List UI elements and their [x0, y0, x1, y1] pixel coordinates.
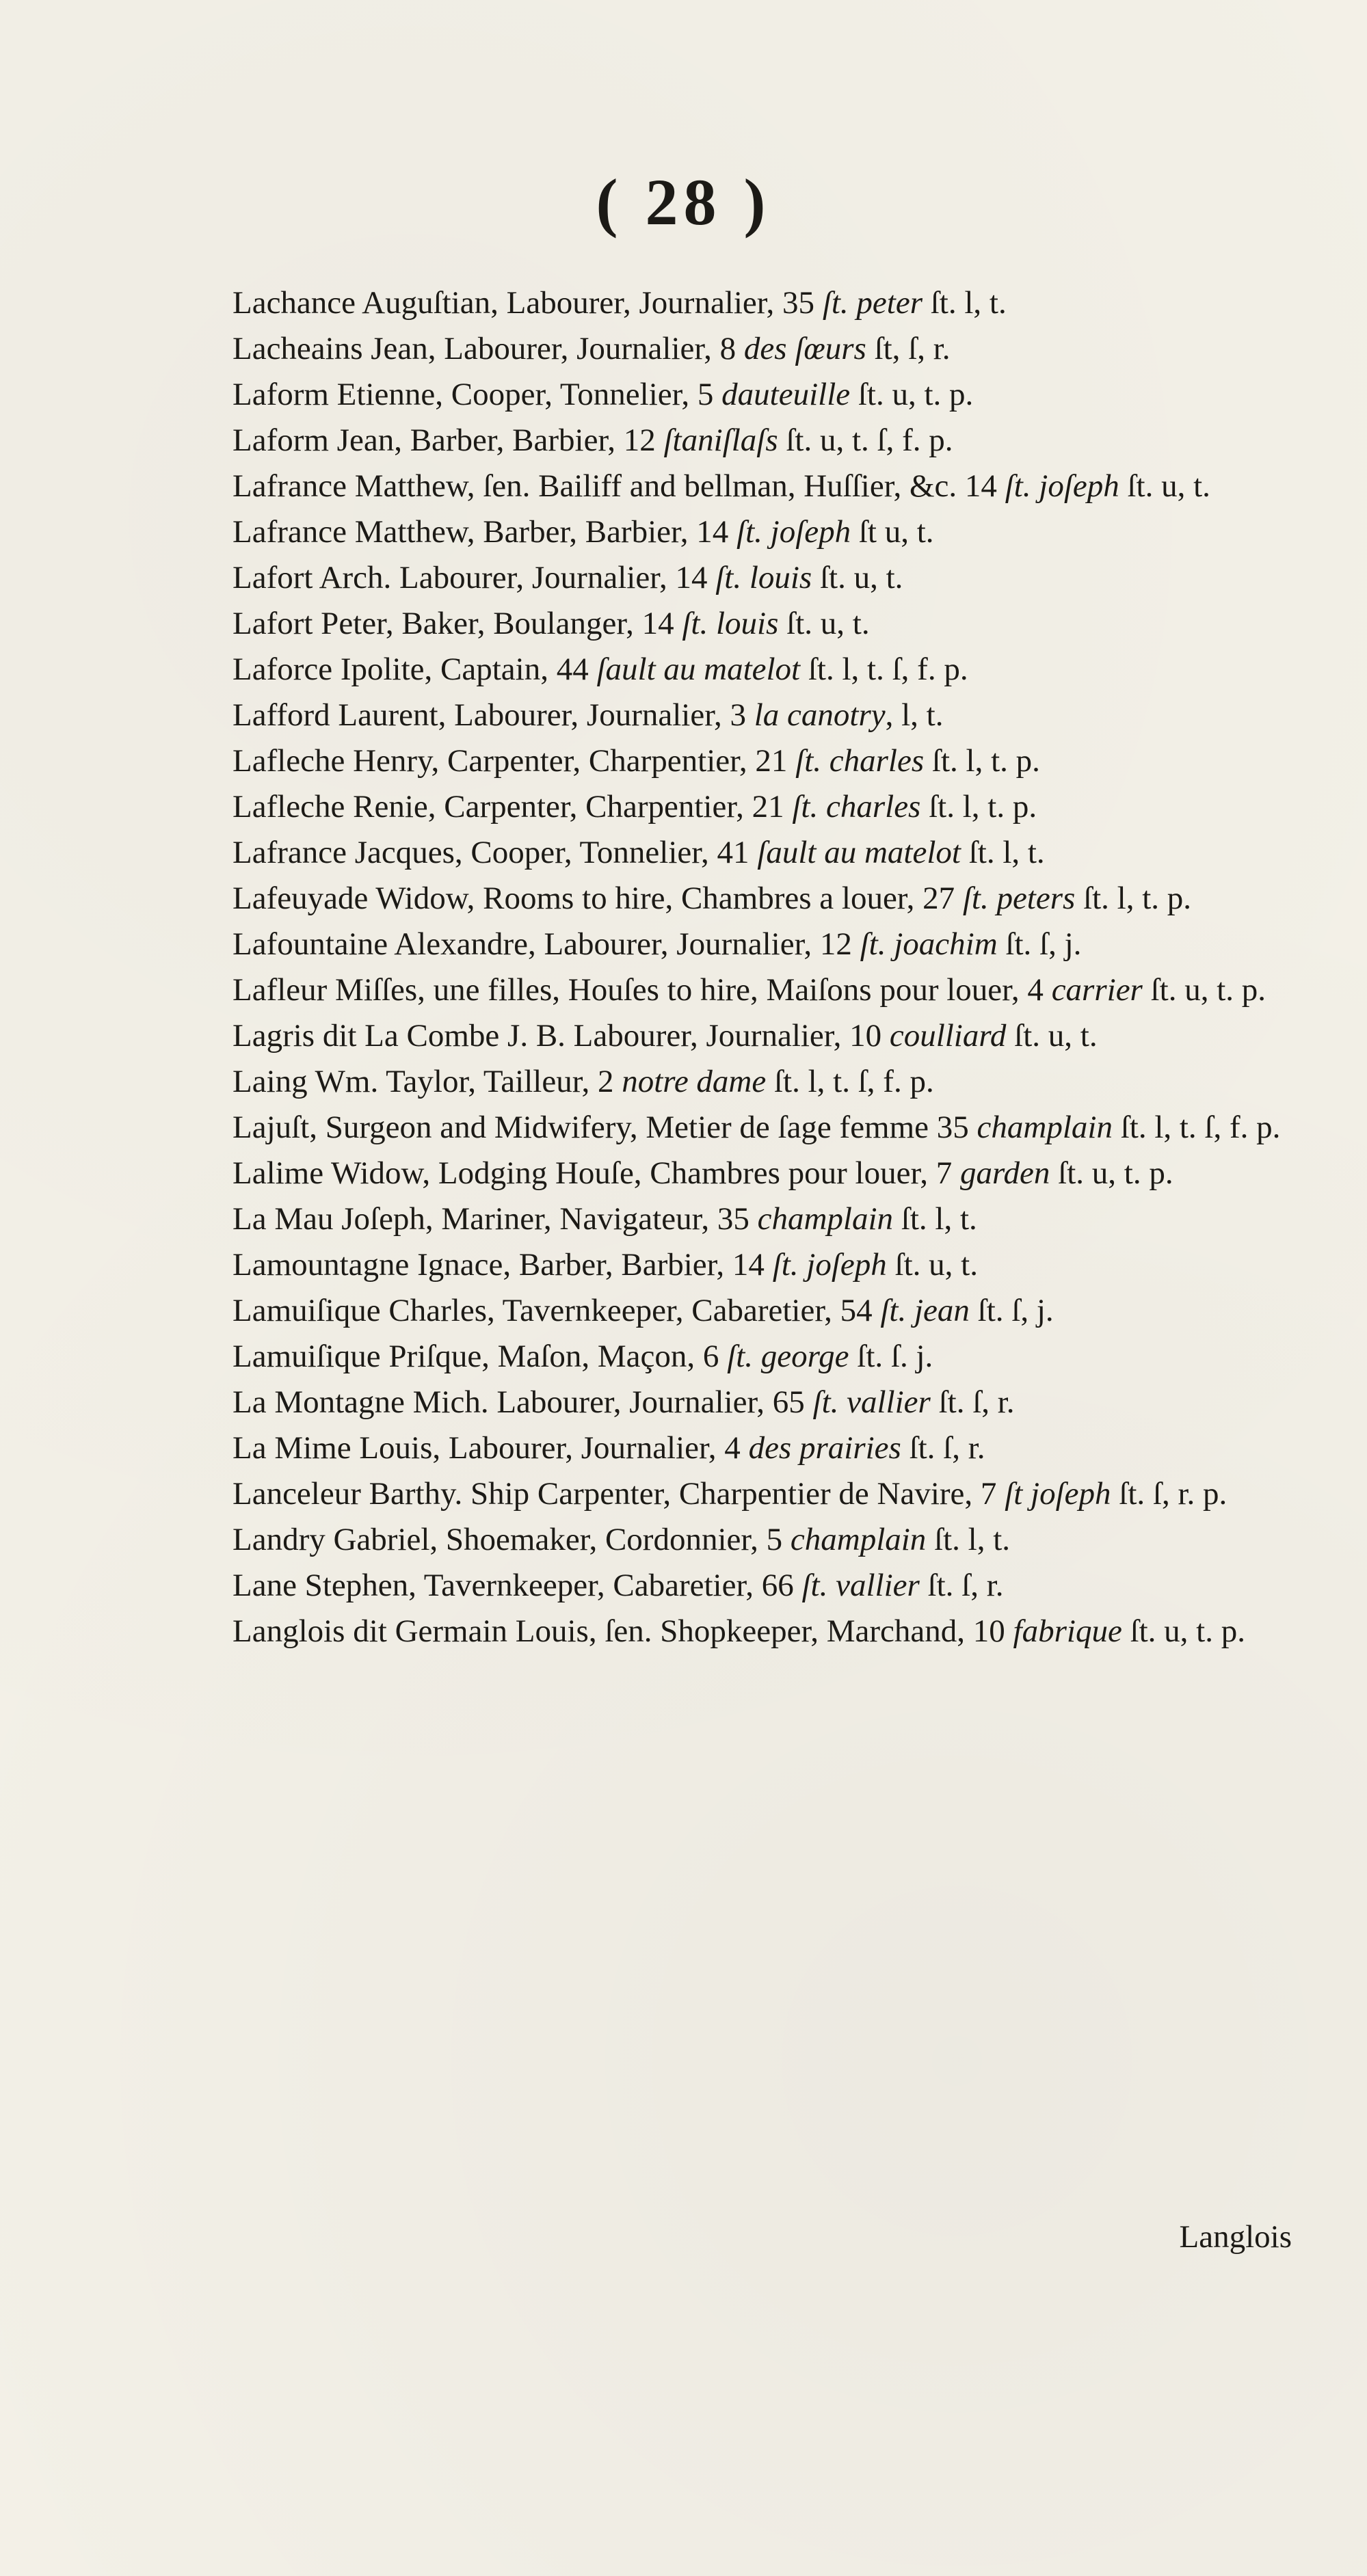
- entry-text: Laform Etienne, Cooper, Tonnelier, 5: [233, 377, 722, 412]
- directory-entry: [233, 1380, 1299, 1425]
- directory-entry: [233, 1609, 1299, 1654]
- street-name: ſault au matelot: [596, 652, 801, 687]
- street-name: des ſœurs: [743, 331, 866, 366]
- entry-text: Lagris dit La Combe J. B. Labourer, Journalier, 10: [233, 1018, 890, 1054]
- directory-entry: [233, 1334, 1299, 1380]
- entry-text: La Mime Louis, Labourer, Journalier, 4: [233, 1430, 749, 1466]
- entry-location: ſt u, t.: [851, 514, 934, 550]
- entry-location: ſt. l, t. p.: [924, 743, 1040, 779]
- street-name: ſt. louis: [682, 606, 779, 641]
- entry-text: Landry Gabriel, Shoemaker, Cordonnier, 5: [233, 1522, 791, 1557]
- directory-entry: [233, 738, 1299, 784]
- street-name: champlain: [757, 1201, 894, 1237]
- directory-entry: [233, 1059, 1299, 1105]
- street-name: ſt. charles: [795, 743, 925, 779]
- entry-location: ſt. u, t. p.: [850, 377, 974, 412]
- street-name: fabrique: [1013, 1613, 1122, 1649]
- entry-location: ſt. l, t. ſ, f. p.: [1112, 1110, 1281, 1145]
- directory-entry: [233, 1425, 1299, 1471]
- directory-entry: [233, 1288, 1299, 1334]
- directory-entries: [233, 280, 1299, 1654]
- entry-location: ſt. ſ, r.: [901, 1430, 985, 1466]
- entry-location: ſt. l, t.: [923, 285, 1007, 321]
- street-name: carrier: [1051, 972, 1143, 1008]
- entry-location: ſt. u, t. p.: [1050, 1155, 1173, 1191]
- entry-text: Lafford Laurent, Labourer, Journalier, 3: [233, 697, 754, 733]
- entry-text: Lachance Auguſtian, Labourer, Journalier, 35: [233, 285, 823, 321]
- street-name: garden: [959, 1155, 1050, 1191]
- directory-entry: [233, 876, 1299, 922]
- directory-entry: [233, 647, 1299, 693]
- entry-location: ſt. l, t. p.: [920, 789, 1037, 824]
- entry-location: ſt. u, t.: [886, 1247, 978, 1283]
- entry-location: ſt. l, t.: [960, 835, 1045, 870]
- entry-text: Lamuiſique Charles, Tavernkeeper, Cabaretier, 54: [233, 1293, 881, 1328]
- entry-location: ſt. u, t. ſ, f. p.: [778, 422, 953, 458]
- entry-location: ſt. l, t.: [893, 1201, 977, 1237]
- entry-location: ſt. u, t.: [1006, 1018, 1098, 1054]
- entry-text: Langlois dit Germain Louis, ſen. Shopkeeper, Marchand, 10: [233, 1613, 1013, 1649]
- street-name: ſt. vallier: [812, 1384, 931, 1420]
- catchword: Langlois: [1179, 2219, 1292, 2255]
- entry-location: ſt. u, t.: [1119, 468, 1210, 504]
- directory-entry: [233, 1471, 1299, 1517]
- entry-text: Lalime Widow, Lodging Houſe, Chambres pour louer, 7: [233, 1155, 960, 1191]
- entry-location: ſt. ſ, j.: [969, 1293, 1054, 1328]
- street-name: ſt. joſeph: [772, 1247, 887, 1283]
- entry-text: La Mau Joſeph, Mariner, Navigateur, 35: [233, 1201, 758, 1237]
- directory-entry: [233, 280, 1299, 326]
- directory-entry: [233, 1013, 1299, 1059]
- entry-text: Lafeuyade Widow, Rooms to hire, Chambres a louer, 27: [233, 881, 963, 916]
- entry-text: Lafort Arch. Labourer, Journalier, 14: [233, 560, 716, 595]
- street-name: ſtaniſlaſs: [663, 422, 778, 458]
- entry-text: Lane Stephen, Tavernkeeper, Cabaretier, 66: [233, 1568, 802, 1603]
- entry-text: Laing Wm. Taylor, Tailleur, 2: [233, 1064, 622, 1099]
- street-name: ſt. charles: [792, 789, 921, 824]
- entry-location: ſt, ſ, r.: [866, 331, 951, 366]
- street-name: dauteuille: [721, 377, 851, 412]
- entry-text: Lafleur Miſſes, une filles, Houſes to hire, Maiſons pour louer, 4: [233, 972, 1052, 1008]
- entry-location: ſt. u, t.: [812, 560, 903, 595]
- directory-entry: [233, 326, 1299, 372]
- street-name: la canotry: [754, 697, 886, 733]
- entry-text: Lafrance Matthew, ſen. Bailiff and bellman, Huſſier, &c. 14: [233, 468, 1005, 504]
- entry-location: ſt. u, t. p.: [1142, 972, 1266, 1008]
- entry-location: ſt. l, t.: [926, 1522, 1011, 1557]
- directory-entry: [233, 1563, 1299, 1609]
- street-name: ſt. george: [727, 1339, 849, 1374]
- directory-entry: [233, 693, 1299, 738]
- street-name: ſt. jean: [880, 1293, 970, 1328]
- directory-entry: [233, 1196, 1299, 1242]
- street-name: ſt. louis: [715, 560, 812, 595]
- entry-text: Lafleche Renie, Carpenter, Charpentier, 21: [233, 789, 793, 824]
- directory-entry: [233, 922, 1299, 967]
- entry-location: , l, t.: [885, 697, 944, 733]
- entry-text: Lamountagne Ignace, Barber, Barbier, 14: [233, 1247, 773, 1283]
- entry-location: ſt. l, t. ſ, f. p.: [766, 1064, 934, 1099]
- directory-entry: [233, 1151, 1299, 1196]
- entry-text: Lafleche Henry, Carpenter, Charpentier, 21: [233, 743, 796, 779]
- street-name: notre dame: [622, 1064, 767, 1099]
- directory-entry: [233, 601, 1299, 647]
- street-name: champlain: [790, 1522, 927, 1557]
- directory-entry: [233, 967, 1299, 1013]
- entry-text: Lafort Peter, Baker, Boulanger, 14: [233, 606, 682, 641]
- entry-text: Lamuiſique Priſque, Maſon, Maçon, 6: [233, 1339, 728, 1374]
- directory-entry: [233, 830, 1299, 876]
- directory-entry: [233, 418, 1299, 464]
- entry-location: ſt. u, t.: [778, 606, 870, 641]
- street-name: ſt joſeph: [1005, 1476, 1111, 1512]
- entry-location: ſt. ſ, j.: [997, 926, 1082, 962]
- entry-text: La Montagne Mich. Labourer, Journalier, 65: [233, 1384, 813, 1420]
- directory-entry: [233, 1517, 1299, 1563]
- directory-entry: [233, 464, 1299, 509]
- street-name: ſault au matelot: [757, 835, 961, 870]
- street-name: coulliard: [889, 1018, 1007, 1054]
- directory-entry: [233, 555, 1299, 601]
- street-name: ſt. joachim: [860, 926, 998, 962]
- directory-entry: [233, 1105, 1299, 1151]
- page-number: ( 28 ): [596, 165, 771, 239]
- directory-entry: [233, 784, 1299, 830]
- entry-location: ſt. ſ. j.: [849, 1339, 933, 1374]
- entry-text: Lafountaine Alexandre, Labourer, Journalier, 12: [233, 926, 860, 962]
- entry-text: Lafrance Jacques, Cooper, Tonnelier, 41: [233, 835, 758, 870]
- entry-location: ſt. l, t. ſ, f. p.: [800, 652, 968, 687]
- street-name: ſt. joſeph: [1005, 468, 1119, 504]
- entry-text: Lacheains Jean, Labourer, Journalier, 8: [233, 331, 744, 366]
- directory-entry: [233, 1242, 1299, 1288]
- entry-location: ſt. u, t. p.: [1122, 1613, 1245, 1649]
- directory-entry: [233, 509, 1299, 555]
- entry-text: Lafrance Matthew, Barber, Barbier, 14: [233, 514, 737, 550]
- entry-location: ſt. ſ, r. p.: [1111, 1476, 1227, 1512]
- entry-text: Lajuſt, Surgeon and Midwifery, Metier de ſage femme 35: [233, 1110, 977, 1145]
- street-name: des prairies: [748, 1430, 901, 1466]
- street-name: ſt. peter: [822, 285, 923, 321]
- street-name: ſt. joſeph: [736, 514, 851, 550]
- entry-location: ſt. ſ, r.: [930, 1384, 1015, 1420]
- street-name: ſt. vallier: [801, 1568, 920, 1603]
- entry-text: Lanceleur Barthy. Ship Carpenter, Charpentier de Navire, 7: [233, 1476, 1005, 1512]
- directory-entry: [233, 372, 1299, 418]
- entry-location: ſt. l, t. p.: [1075, 881, 1192, 916]
- street-name: champlain: [977, 1110, 1113, 1145]
- entry-text: Laform Jean, Barber, Barbier, 12: [233, 422, 664, 458]
- street-name: ſt. peters: [962, 881, 1076, 916]
- entry-text: Laforce Ipolite, Captain, 44: [233, 652, 597, 687]
- entry-location: ſt. ſ, r.: [919, 1568, 1004, 1603]
